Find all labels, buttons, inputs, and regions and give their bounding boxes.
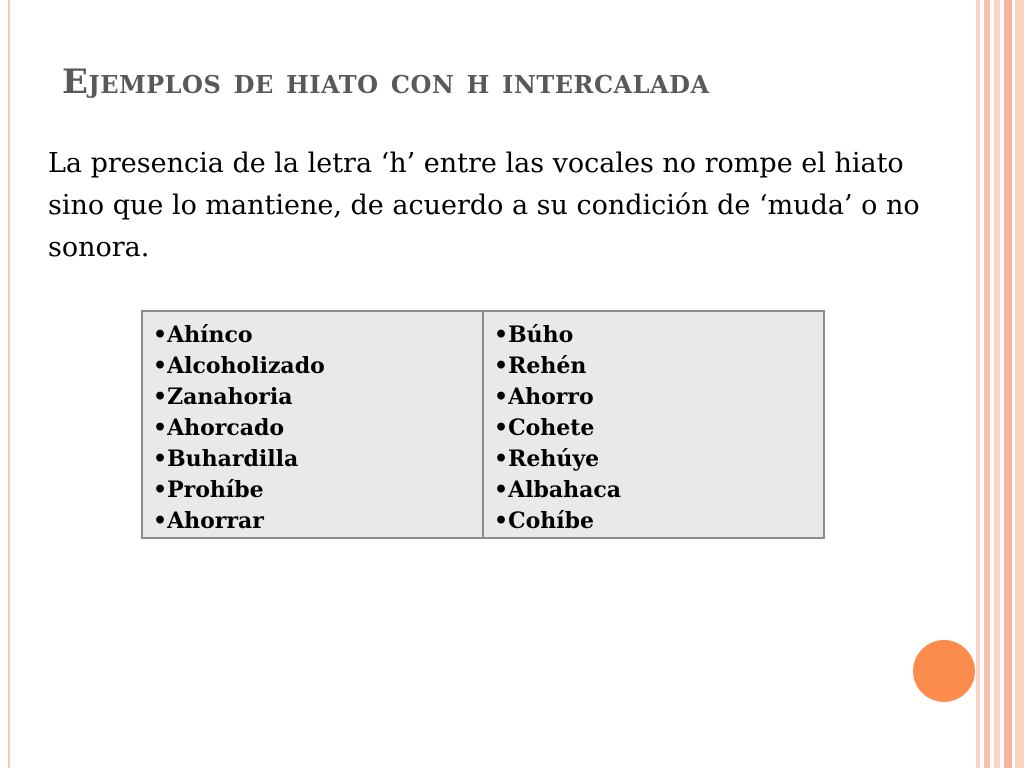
- left-border-line: [8, 0, 10, 768]
- word-text: Ahínco: [167, 322, 253, 348]
- list-item: [153, 382, 474, 413]
- word-text: Búho: [508, 322, 574, 348]
- word-text: Prohíbe: [167, 477, 264, 503]
- word-table: [141, 310, 825, 539]
- slide-title: Ejemplos de hiato con h intercalada: [62, 62, 710, 102]
- bullet-icon: •: [153, 322, 168, 348]
- list-item: [153, 320, 474, 351]
- word-text: Cohete: [508, 415, 595, 441]
- decorative-circle: [913, 640, 975, 702]
- bullet-icon: •: [494, 508, 509, 534]
- bullet-icon: •: [494, 415, 509, 441]
- bullet-icon: •: [153, 446, 168, 472]
- list-item: [494, 475, 815, 506]
- list-item: [494, 351, 815, 382]
- bullet-icon: •: [494, 353, 509, 379]
- list-item: [153, 413, 474, 444]
- right-word-list: [494, 320, 815, 537]
- bullet-icon: •: [494, 322, 509, 348]
- right-column-cell: [483, 311, 824, 538]
- list-item: [494, 320, 815, 351]
- bullet-icon: •: [494, 446, 509, 472]
- word-text: Cohíbe: [508, 508, 594, 534]
- list-item: [153, 475, 474, 506]
- bullet-icon: •: [153, 477, 168, 503]
- word-text: Ahorro: [508, 384, 594, 410]
- list-item: [494, 506, 815, 537]
- list-item: [153, 444, 474, 475]
- table-row: [142, 311, 824, 538]
- word-text: Buhardilla: [167, 446, 299, 472]
- word-text: Albahaca: [508, 477, 622, 503]
- decorative-stripe: [994, 0, 1000, 768]
- word-text: Rehúye: [508, 446, 600, 472]
- list-item: [153, 351, 474, 382]
- list-item: [153, 506, 474, 537]
- left-word-list: [153, 320, 474, 537]
- decorative-stripe: [976, 0, 980, 768]
- bullet-icon: •: [494, 384, 509, 410]
- left-column-cell: [142, 311, 483, 538]
- word-text: Zanahoria: [167, 384, 293, 410]
- decorative-stripe: [1004, 0, 1012, 768]
- slide-paragraph: La presencia de la letra ‘h’ entre las vocales no rompe el hiato sino que lo mantiene, de acuerdo a su condición de ‘muda’ o no sonora.: [48, 148, 920, 263]
- bullet-icon: •: [153, 353, 168, 379]
- bullet-icon: •: [153, 415, 168, 441]
- word-text: Alcoholizado: [167, 353, 325, 379]
- bullet-icon: •: [153, 384, 168, 410]
- list-item: [494, 413, 815, 444]
- bullet-icon: •: [153, 508, 168, 534]
- bullet-icon: •: [494, 477, 509, 503]
- decorative-stripe: [1015, 0, 1024, 768]
- list-item: [494, 444, 815, 475]
- word-text: Rehén: [508, 353, 587, 379]
- decorative-stripe: [984, 0, 990, 768]
- list-item: [494, 382, 815, 413]
- word-text: Ahorrar: [167, 508, 264, 534]
- word-text: Ahorcado: [167, 415, 285, 441]
